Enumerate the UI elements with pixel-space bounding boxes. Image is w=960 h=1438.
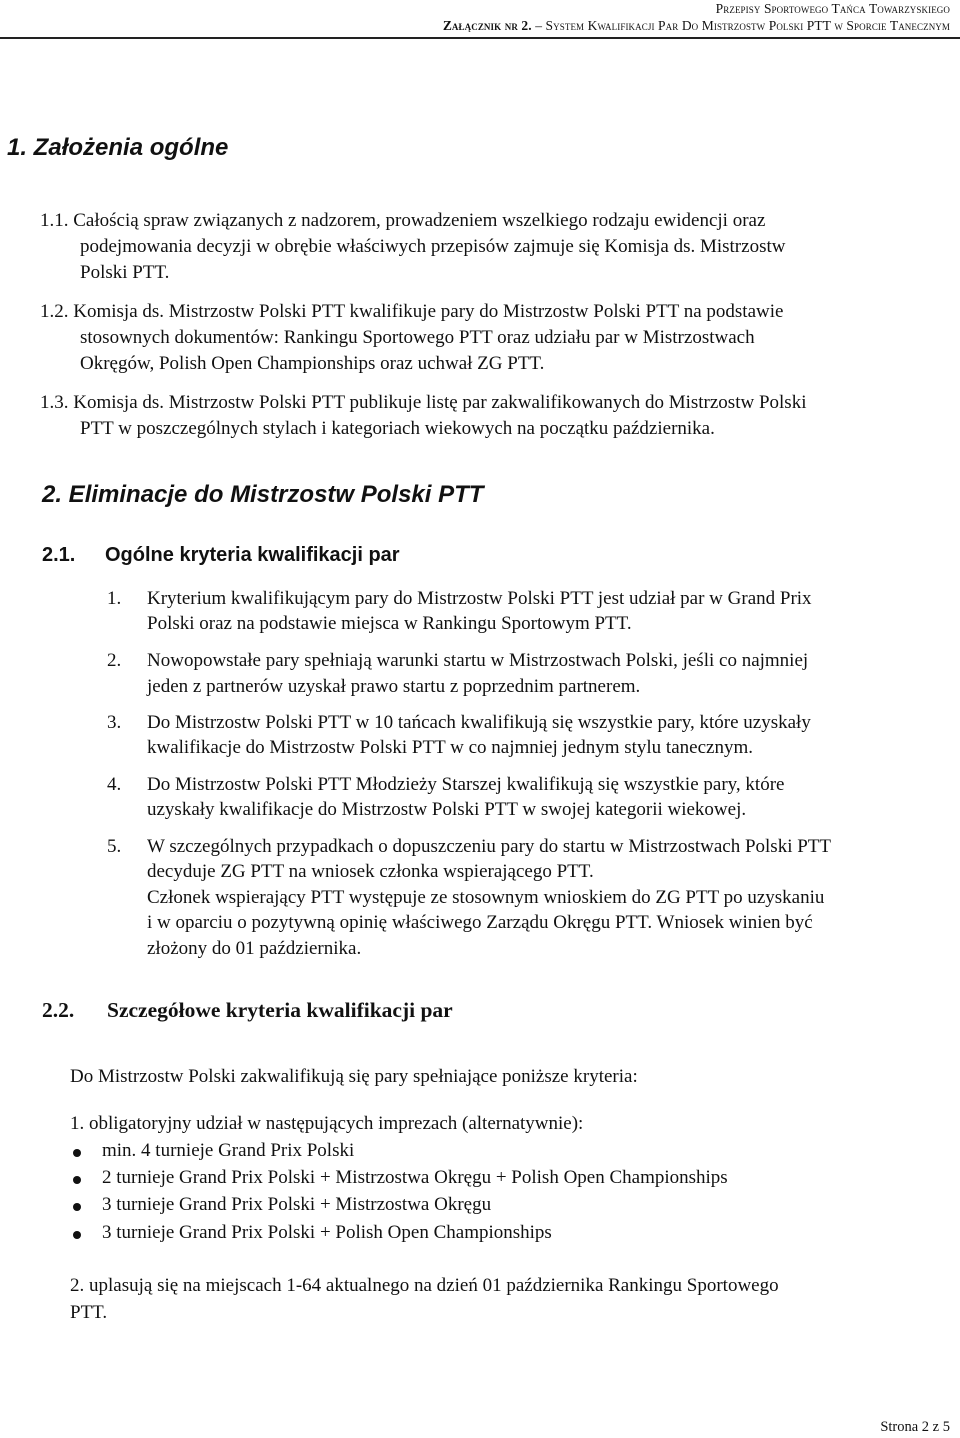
paragraph-1-1-line: Polski PTT. <box>80 262 170 283</box>
bullet-icon <box>73 1176 81 1184</box>
section-1-heading: 1. Założenia ogólne <box>7 134 229 161</box>
criteria-item-line: kwalifikacje do Mistrzostw Polski PTT w co najmniej jednym stylu tanecznym. <box>147 737 753 758</box>
paragraph-1-2-line: stosownych dokumentów: Rankingu Sportowego PTT oraz udziału par w Mistrzostwach <box>80 327 755 348</box>
paragraph-1-1-line: podejmowania decyzji w obrębie właściwych przepisów zajmuje się Komisja ds. Mistrzostw <box>80 236 786 257</box>
paragraph-1-2-line: Okręgów, Polish Open Championships oraz uchwał ZG PTT. <box>80 353 545 374</box>
criteria-intro: Do Mistrzostw Polski zakwalifikują się pary spełniające poniższe kryteria: <box>70 1066 638 1087</box>
paragraph-1-3-line: PTT w poszczególnych stylach i kategoriach wiekowych na początku października. <box>80 418 715 439</box>
subsection-2-2-title: Szczegółowe kryteria kwalifikacji par <box>107 998 453 1022</box>
bullet-item: 2 turnieje Grand Prix Polski + Mistrzostwa Okręgu + Polish Open Championships <box>102 1167 728 1188</box>
bullet-item: 3 turnieje Grand Prix Polski + Polish Open Championships <box>102 1222 552 1243</box>
criteria-item-number: 3. <box>107 712 122 733</box>
section-2-heading: 2. Eliminacje do Mistrzostw Polski PTT <box>42 481 484 508</box>
criteria-item-line: Kryterium kwalifikującym pary do Mistrzostw Polski PTT jest udział par w Grand Prix <box>147 588 812 609</box>
paragraph-1-3-line: 1.3. Komisja ds. Mistrzostw Polski PTT publikuje listę par zakwalifikowanych do Mistrzostw Polski <box>40 392 807 413</box>
bullet-icon <box>73 1149 81 1157</box>
running-header-subtitle <box>443 17 950 35</box>
criteria-item-line: Do Mistrzostw Polski PTT Młodzieży Starszej kwalifikują się wszystkie pary, które <box>147 774 785 795</box>
header-rule <box>0 37 960 39</box>
criteria-item-line: decyduje ZG PTT na wniosek członka wspierającego PTT. <box>147 861 594 882</box>
criterion-2-line: 2. uplasują się na miejscach 1-64 aktualnego na dzień 01 października Rankingu Sportowego <box>70 1275 779 1296</box>
subsection-2-1-title: Ogólne kryteria kwalifikacji par <box>105 544 400 566</box>
criteria-item-number: 5. <box>107 836 122 857</box>
criteria-item-number: 1. <box>107 588 122 609</box>
criterion-2-line: PTT. <box>70 1302 108 1323</box>
running-header-title: Przepisy Sportowego Tańca Towarzyskiego <box>715 1 950 16</box>
running-header-annex: Załącznik nr 2. <box>442 18 532 33</box>
bullet-icon <box>73 1231 81 1239</box>
bullet-item: min. 4 turnieje Grand Prix Polski <box>102 1140 355 1161</box>
criteria-item-line: Do Mistrzostw Polski PTT w 10 tańcach kwalifikują się wszystkie pary, które uzyskały <box>147 712 811 733</box>
criteria-item-line: W szczególnych przypadkach o dopuszczeniu pary do startu w Mistrzostwach Polski PTT <box>147 836 831 857</box>
paragraph-1-1-line: 1.1. Całością spraw związanych z nadzorem, prowadzeniem wszelkiego rodzaju ewidencji oraz <box>40 210 766 231</box>
criteria-item-line: Polski oraz na podstawie miejsca w Rankingu Sportowym PTT. <box>147 613 632 634</box>
criteria-item-number: 4. <box>107 774 122 795</box>
criteria-item-line: uzyskały kwalifikacje do Mistrzostw Polski PTT w swojej kategorii wiekowej. <box>147 799 747 820</box>
criteria-item-line: złożony do 01 października. <box>147 938 362 959</box>
running-header-annex-title: – System Kwalifikacji Par Do Mistrzostw Polski PTT w Sporcie Tanecznym <box>535 18 950 33</box>
criteria-item-number: 2. <box>107 650 122 671</box>
subsection-2-1-number: 2.1. <box>42 544 76 566</box>
criterion-1: 1. obligatoryjny udział w następujących imprezach (alternatywnie): <box>70 1113 584 1134</box>
criteria-item-line: Nowopowstałe pary spełniają warunki startu w Mistrzostwach Polski, jeśli co najmniej <box>147 650 809 671</box>
criteria-item-line: Członek wspierający PTT występuje ze stosownym wnioskiem do ZG PTT po uzyskaniu <box>147 887 825 908</box>
page-number: Strona 2 z 5 <box>880 1419 950 1435</box>
bullet-icon <box>73 1203 81 1211</box>
criteria-item-line: jeden z partnerów uzyskał prawo startu z poprzednim partnerem. <box>147 676 641 697</box>
subsection-2-2-number: 2.2. <box>42 998 75 1022</box>
criteria-item-line: i w oparciu o pozytywną opinię właściwego Zarządu Okręgu PTT. Wniosek winien być <box>147 912 813 933</box>
bullet-item: 3 turnieje Grand Prix Polski + Mistrzostwa Okręgu <box>102 1194 492 1215</box>
paragraph-1-2-line: 1.2. Komisja ds. Mistrzostw Polski PTT kwalifikuje pary do Mistrzostw Polski PTT na podstawie <box>40 301 784 322</box>
